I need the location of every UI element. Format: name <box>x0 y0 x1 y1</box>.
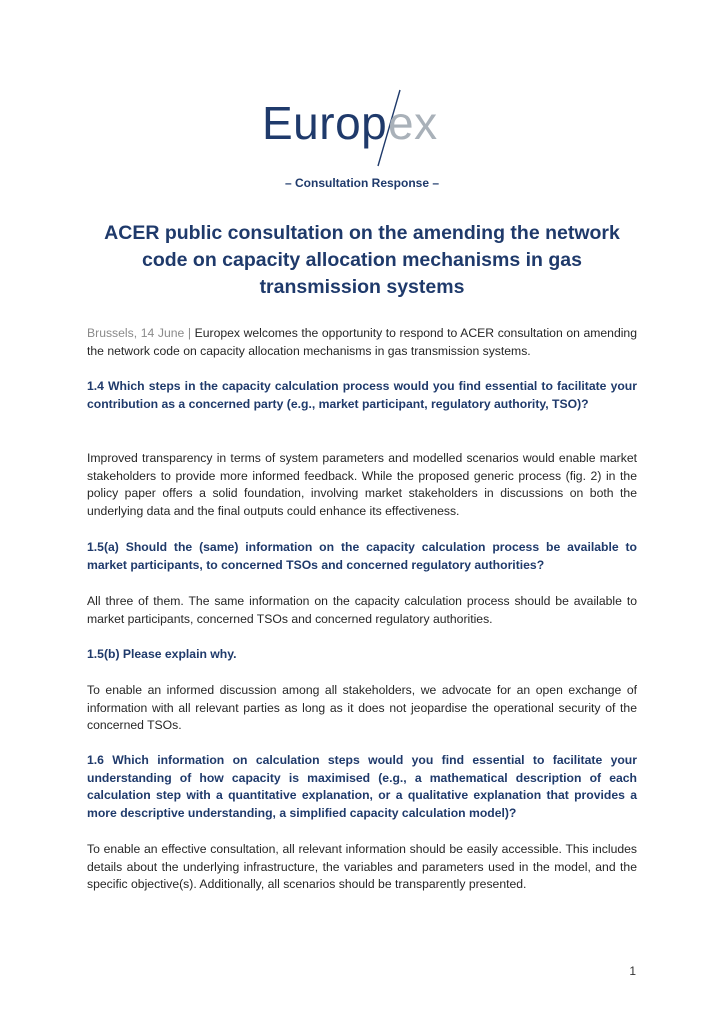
question-1-4: 1.4 Which steps in the capacity calculation process would you find essential to facilitate your contribution as a concerned party (e.g., market participant, regulatory authority, TSO)? <box>87 379 637 411</box>
question-1-5a: 1.5(a) Should the (same) information on the capacity calculation process be available to market participants, to concerned TSOs and concerned regulatory authorities? <box>87 540 637 572</box>
question-1-5b: 1.5(b) Please explain why. <box>87 647 237 661</box>
answer-1-6: To enable an effective consultation, all relevant information should be easily accessible. This includes details about the underlying infrastructure, the variables and parameters used in the model, and the specific objective(s). Additionally, all scenarios should be transparently presented. <box>87 842 637 892</box>
intro-text: Europex welcomes the opportunity to respond to ACER consultation on amending the network code on capacity allocation mechanisms in gas transmission systems. <box>87 326 637 358</box>
intro-paragraph <box>87 325 637 360</box>
place-date: Brussels, 14 June | <box>87 326 192 340</box>
answer-1-5b: To enable an informed discussion among all stakeholders, we advocate for an open exchange of information with all relevant parties as long as it does not jeopardise the operational security of the concerned TSOs. <box>87 683 637 733</box>
question-1-6: 1.6 Which information on calculation steps would you find essential to facilitate your understanding of how capacity is maximised (e.g., a mathematical description of each calculation step with a quantitative explanation, or a qualitative explanation that provides a more descriptive understanding, a simplified capacity calculation model)? <box>87 753 637 820</box>
europex-logo <box>262 88 462 168</box>
page-number: 1 <box>629 964 636 978</box>
logo-text-ex: ex <box>388 97 438 149</box>
answer-1-5a: All three of them. The same information on the capacity calculation process should be available to market participants, concerned TSOs and concerned regulatory authorities. <box>87 594 637 626</box>
document-subtitle: – Consultation Response – <box>284 176 440 190</box>
logo-text-europ: Europ <box>262 97 388 149</box>
document-title: ACER public consultation on the amending the network code on capacity allocation mechanisms in gas transmission systems <box>104 222 620 298</box>
answer-1-4: Improved transparency in terms of system parameters and modelled scenarios would enable market stakeholders to provide more informed feedback. While the proposed generic process (fig. 2) in the policy paper offers a solid foundation, involving market stakeholders in discussions on both the underlying data and the final outputs could enhance its effectiveness. <box>87 451 637 518</box>
